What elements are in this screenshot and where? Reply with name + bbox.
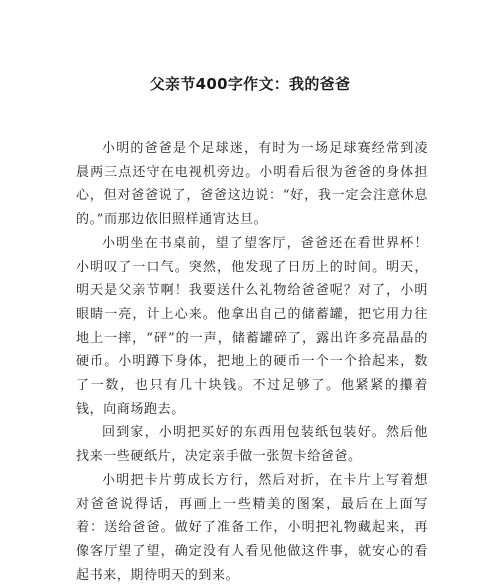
document-body [76,137,428,587]
paragraph-3: 回到家，小明把买好的东西用包装纸包装好。然后他找来一些硬纸片，决定亲手做一张贺卡给爸爸。 [76,425,428,465]
document-title: 父亲节400字作文：我的爸爸 [149,75,351,93]
paragraph-1: 小明的爸爸是个足球迷，有时为一场足球赛经常到凌晨两三点还守在电视机旁边。小明看后很为爸爸的身体担心，但对爸爸说了，爸爸这边说：“好，我一定会注意休息的。”而那边依旧照样通宵达旦。 [76,141,428,228]
paragraph-4: 小明把卡片剪成长方行，然后对折，在卡片上写着想对爸爸说得话，再画上一些精美的图案，最后在上面写着：送给爸爸。做好了准备工作，小明把礼物藏起来，再像客厅望了望，确定没有人看见他做这件事，就安心的看起书来，期待明天的到来。 [76,472,428,583]
paragraph-2: 小明坐在书桌前，望了望客厅，爸爸还在看世界杯！小明叹了一口气。突然，他发现了日历上的时间。明天，明天是父亲节啊！我要送什么礼物给爸爸呢？对了，小明眼睛一亮，计上心来。他拿出自己的储蓄罐，把它用力往地上一摔，“砰”的一声，储蓄罐碎了，露出许多亮晶晶的硬币。小明蹲下身体，把地上的硬币一个一个拾起来，数了一数，也只有几十块钱。不过足够了。他紧紧的攥着钱，向商场跑去。 [76,235,428,417]
